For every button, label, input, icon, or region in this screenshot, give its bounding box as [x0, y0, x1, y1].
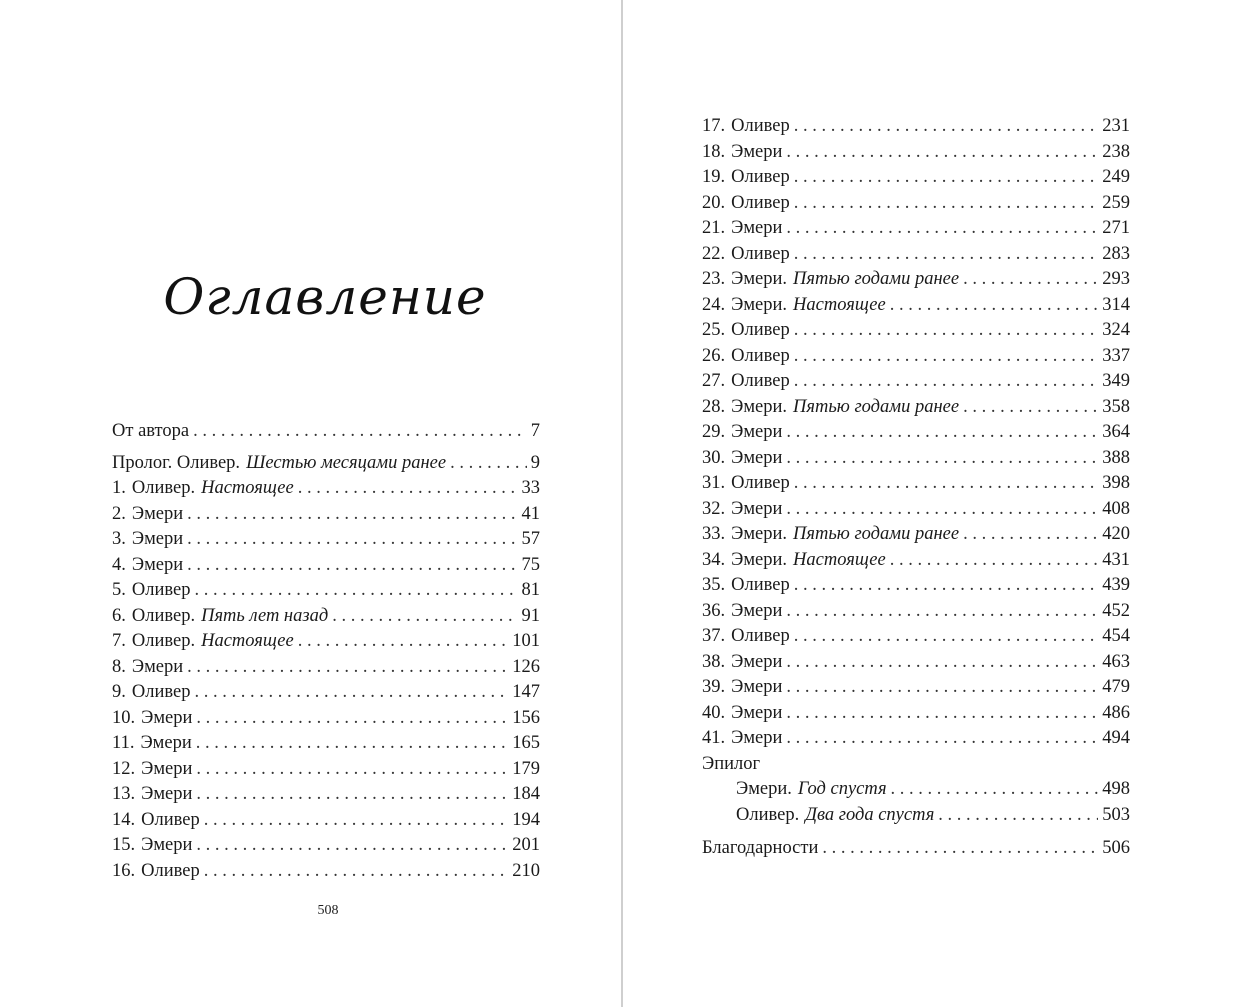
entry-page: 463 [1102, 651, 1130, 672]
entry-subtitle: Настоящее [793, 294, 886, 315]
entry-page: 358 [1102, 396, 1130, 417]
entry-number: 13. [112, 784, 136, 804]
toc-entry[interactable] [112, 629, 540, 655]
entry-name: Оливер [131, 682, 191, 702]
entry-page: 126 [512, 656, 540, 677]
toc-entry[interactable] [112, 604, 540, 630]
dot-leader [794, 344, 1099, 370]
toc-entry[interactable] [702, 726, 1130, 752]
entry-number: 20. [702, 192, 726, 213]
entry-name: Эмери. [731, 294, 788, 315]
toc-entry[interactable] [702, 267, 1130, 293]
toc-entry[interactable] [702, 599, 1130, 625]
toc-entry[interactable] [702, 497, 1130, 523]
entry-name: Эмери [141, 707, 193, 728]
dot-leader [786, 446, 1098, 472]
toc-entry[interactable] [702, 420, 1130, 446]
entry-name: Эмери [141, 835, 193, 855]
dot-leader [786, 650, 1098, 676]
entry-name: Оливер [141, 809, 200, 830]
entry-page: 494 [1102, 728, 1130, 748]
dot-leader [963, 522, 1098, 548]
entry-name: Оливер [731, 626, 790, 646]
dot-leader [204, 859, 509, 885]
entry-page: 271 [1102, 218, 1130, 238]
entry-name: Оливер [731, 345, 790, 366]
toc-chapter-list [702, 114, 1130, 752]
dot-leader [794, 624, 1099, 650]
entry-name: Оливер [131, 580, 191, 600]
entry-number: 24. [702, 294, 726, 315]
toc-right-column [702, 114, 1130, 862]
entry-number: 22. [702, 243, 726, 264]
entry-page: 506 [1102, 838, 1130, 858]
entry-name: Благодарности [702, 838, 819, 858]
toc-entry[interactable] [702, 471, 1130, 497]
entry-subtitle: Пять лет назад [201, 605, 329, 626]
toc-entry[interactable] [702, 395, 1130, 421]
dot-leader [193, 419, 527, 445]
entry-number: 31. [702, 473, 726, 493]
toc-entry[interactable] [112, 476, 540, 502]
entry-name: Эмери [731, 728, 783, 748]
toc-entry[interactable] [702, 522, 1130, 548]
dot-leader [450, 451, 527, 477]
dot-leader [332, 604, 517, 630]
entry-number: 19. [702, 167, 726, 187]
entry-subtitle: Два года спустя [805, 804, 935, 825]
entry-page: 9 [530, 452, 540, 473]
dot-leader [963, 395, 1098, 421]
dot-leader [794, 573, 1099, 599]
dot-leader [196, 833, 508, 859]
dot-leader [786, 140, 1098, 166]
entry-page: 398 [1102, 473, 1130, 493]
entry-name: Эмери [140, 733, 192, 753]
toc-entry[interactable] [702, 293, 1130, 319]
entry-number: 29. [702, 422, 726, 442]
entry-number: 11. [112, 733, 135, 753]
toc-entry[interactable] [112, 578, 540, 604]
entry-subtitle: Настоящее [201, 631, 294, 651]
entry-page: 259 [1102, 192, 1130, 213]
dot-leader [890, 548, 1099, 574]
entry-number: 14. [112, 809, 136, 830]
entry-subtitle: Пятью годами ранее [793, 269, 960, 289]
entry-number: 12. [112, 758, 136, 779]
entry-page: 431 [1102, 549, 1130, 570]
toc-entry[interactable] [112, 680, 540, 706]
entry-subtitle: Шестью месяцами ранее [246, 452, 447, 473]
entry-number: 16. [112, 860, 136, 881]
entry-name: Эмери [131, 554, 184, 575]
entry-page: 364 [1102, 422, 1130, 442]
toc-entry[interactable] [702, 675, 1130, 701]
entry-number: 4. [112, 554, 126, 575]
entry-name: Оливер [731, 575, 790, 595]
toc-entry[interactable] [112, 833, 540, 859]
entry-page: 156 [512, 707, 540, 728]
entry-number: 5. [112, 580, 126, 600]
entry-page: 231 [1102, 116, 1130, 136]
toc-entry[interactable] [112, 859, 540, 885]
dot-leader [298, 629, 509, 655]
toc-entry-acknowledgements[interactable] [702, 836, 1130, 862]
dot-leader [187, 527, 517, 553]
entry-number: 15. [112, 835, 136, 855]
toc-entry[interactable] [112, 706, 540, 732]
toc-entry[interactable] [702, 140, 1130, 166]
entry-subtitle: Пятью годами ранее [793, 396, 960, 417]
dot-leader [196, 757, 508, 783]
entry-name: Эмери [731, 447, 783, 468]
entry-number: 2. [112, 503, 126, 524]
entry-name: Эмери [131, 529, 184, 549]
dot-leader [890, 293, 1099, 319]
entry-page: 41 [521, 503, 540, 524]
entry-number: 6. [112, 605, 126, 626]
page-gutter [621, 0, 623, 1007]
entry-name: Эмери. [731, 524, 788, 544]
toc-entry[interactable] [702, 344, 1130, 370]
toc-entry[interactable] [702, 446, 1130, 472]
entry-name: Эмери. [731, 549, 788, 570]
dot-leader [786, 675, 1098, 701]
entry-number: 36. [702, 600, 726, 621]
toc-entry[interactable] [702, 191, 1130, 217]
dot-leader [196, 731, 509, 757]
entry-number: 10. [112, 707, 136, 728]
entry-name: Эмери [141, 758, 193, 779]
entry-number: 30. [702, 447, 726, 468]
dot-leader [786, 420, 1098, 446]
dot-leader [794, 318, 1099, 344]
entry-name: Эмери [731, 422, 783, 442]
entry-name: Эмери. [731, 269, 788, 289]
entry-name: Оливер [731, 320, 790, 340]
entry-page: 210 [512, 860, 540, 881]
entry-name: Оливер [731, 371, 790, 391]
entry-page: 388 [1102, 447, 1130, 468]
entry-number: 40. [702, 702, 726, 723]
dot-leader [786, 701, 1098, 727]
entry-page: 408 [1102, 498, 1130, 519]
entry-number: 28. [702, 396, 726, 417]
entry-page: 324 [1102, 320, 1130, 340]
entry-name: Пролог. Оливер. [112, 452, 241, 473]
dot-leader [822, 836, 1098, 862]
toc-entry[interactable] [112, 808, 540, 834]
entry-page: 498 [1102, 779, 1130, 799]
dot-leader [938, 803, 1098, 829]
entry-name: Оливер [731, 167, 790, 187]
entry-page: 349 [1102, 371, 1130, 391]
toc-entry[interactable] [112, 731, 540, 757]
entry-name: Оливер [731, 192, 790, 213]
toc-entry[interactable] [112, 502, 540, 528]
entry-name: Эмери [731, 141, 783, 162]
dot-leader [204, 808, 509, 834]
entry-number: 35. [702, 575, 726, 595]
entry-number: 9. [112, 682, 126, 702]
dot-leader [196, 706, 508, 732]
toc-entry[interactable] [702, 318, 1130, 344]
entry-page: 479 [1102, 677, 1130, 697]
entry-page: 81 [521, 580, 540, 600]
toc-entry[interactable] [702, 777, 1130, 803]
dot-leader [794, 242, 1099, 268]
entry-page: 249 [1102, 167, 1130, 187]
entry-page: 454 [1102, 626, 1130, 646]
toc-entry[interactable] [112, 527, 540, 553]
entry-page: 486 [1102, 702, 1130, 723]
entry-number: 26. [702, 345, 726, 366]
entry-number: 1. [112, 478, 126, 498]
entry-number: 27. [702, 371, 726, 391]
entry-page: 420 [1102, 524, 1130, 544]
entry-number: 32. [702, 498, 726, 519]
dot-leader [786, 216, 1098, 242]
entry-name: Эмери [731, 677, 783, 697]
dot-leader [891, 777, 1099, 803]
toc-entry[interactable] [702, 573, 1130, 599]
page-number: 508 [317, 903, 339, 918]
entry-page: 57 [521, 529, 540, 549]
dot-leader [794, 191, 1099, 217]
entry-subtitle: Настоящее [201, 478, 294, 498]
entry-number: 21. [702, 218, 726, 238]
entry-page: 337 [1102, 345, 1130, 366]
entry-name: Оливер. [131, 478, 196, 498]
entry-name: Эмери [141, 784, 193, 804]
dot-leader [196, 782, 508, 808]
entry-name: Эмери [131, 503, 184, 524]
entry-page: 147 [512, 682, 540, 702]
entry-name: Оливер [731, 243, 790, 264]
entry-number: 7. [112, 631, 126, 651]
entry-number: 39. [702, 677, 726, 697]
entry-page: 75 [521, 554, 540, 575]
dot-leader [187, 553, 517, 579]
entry-name: Оливер. [131, 605, 196, 626]
entry-number: 3. [112, 529, 126, 549]
entry-page: 439 [1102, 575, 1130, 595]
entry-page: 33 [521, 478, 540, 498]
entry-name: Эмери [731, 600, 783, 621]
toc-entry[interactable] [702, 701, 1130, 727]
epilogue-list [702, 777, 1130, 828]
entry-name: Эмери [731, 651, 783, 672]
entry-page: 194 [512, 809, 540, 830]
dot-leader [298, 476, 518, 502]
toc-entry[interactable] [112, 451, 540, 477]
entry-name: Эмери [731, 218, 783, 238]
entry-page: 91 [521, 605, 540, 626]
entry-page: 184 [512, 784, 540, 804]
entry-page: 503 [1102, 804, 1130, 825]
entry-page: 452 [1102, 600, 1130, 621]
entry-name: От автора [112, 421, 190, 441]
entry-number: 34. [702, 549, 726, 570]
entry-page: 283 [1102, 243, 1130, 264]
entry-name: Эмери. [731, 396, 788, 417]
toc-entry[interactable] [112, 655, 540, 681]
entry-number: 33. [702, 524, 726, 544]
entry-page: 201 [512, 835, 540, 855]
dot-leader [963, 267, 1098, 293]
entry-number: 41. [702, 728, 726, 748]
toc-entry[interactable] [112, 419, 540, 445]
toc-entry[interactable] [112, 757, 540, 783]
dot-leader [194, 680, 508, 706]
entry-name: Оливер. [131, 631, 196, 651]
entry-page: 101 [512, 631, 540, 651]
entry-page: 7 [530, 421, 540, 441]
entry-name: Оливер [731, 473, 790, 493]
dot-leader [194, 578, 517, 604]
toc-entry[interactable] [702, 165, 1130, 191]
dot-leader [187, 655, 508, 681]
entry-name: Эмери. [736, 779, 792, 799]
epilogue-heading: Эпилог [702, 753, 761, 774]
entry-subtitle: Год спустя [797, 779, 887, 799]
toc-entry[interactable] [702, 242, 1130, 268]
dot-leader [794, 369, 1099, 395]
toc-entry[interactable] [112, 553, 540, 579]
entry-page: 179 [512, 758, 540, 779]
toc-entry[interactable] [702, 216, 1130, 242]
toc-entry[interactable] [702, 114, 1130, 140]
dot-leader [794, 114, 1099, 140]
entry-name: Оливер [731, 116, 790, 136]
entry-subtitle: Пятью годами ранее [793, 524, 960, 544]
entry-number: 18. [702, 141, 726, 162]
entry-number: 38. [702, 651, 726, 672]
dot-leader [786, 497, 1098, 523]
dot-leader [794, 165, 1099, 191]
entry-number: 25. [702, 320, 726, 340]
dot-leader [187, 502, 517, 528]
toc-left-column [112, 419, 540, 884]
page-title: Оглавление [163, 268, 487, 326]
entry-name: Оливер [141, 860, 200, 881]
dot-leader [794, 471, 1099, 497]
entry-number: 8. [112, 656, 126, 677]
entry-number: 23. [702, 269, 726, 289]
entry-page: 238 [1102, 141, 1130, 162]
entry-page: 293 [1102, 269, 1130, 289]
entry-page: 165 [512, 733, 540, 753]
entry-page: 314 [1102, 294, 1130, 315]
toc-entry[interactable] [702, 624, 1130, 650]
entry-name: Эмери [731, 498, 783, 519]
toc-entry[interactable] [702, 369, 1130, 395]
toc-entry[interactable] [702, 548, 1130, 574]
toc-entry[interactable] [112, 782, 540, 808]
entry-name: Оливер. [736, 804, 800, 825]
entry-number: 17. [702, 116, 726, 136]
entry-subtitle: Настоящее [793, 549, 886, 570]
toc-entry[interactable] [702, 803, 1130, 829]
entry-name: Эмери [131, 656, 184, 677]
dot-leader [786, 599, 1098, 625]
toc-entry[interactable] [702, 650, 1130, 676]
entry-name: Эмери [731, 702, 783, 723]
dot-leader [786, 726, 1098, 752]
entry-number: 37. [702, 626, 726, 646]
